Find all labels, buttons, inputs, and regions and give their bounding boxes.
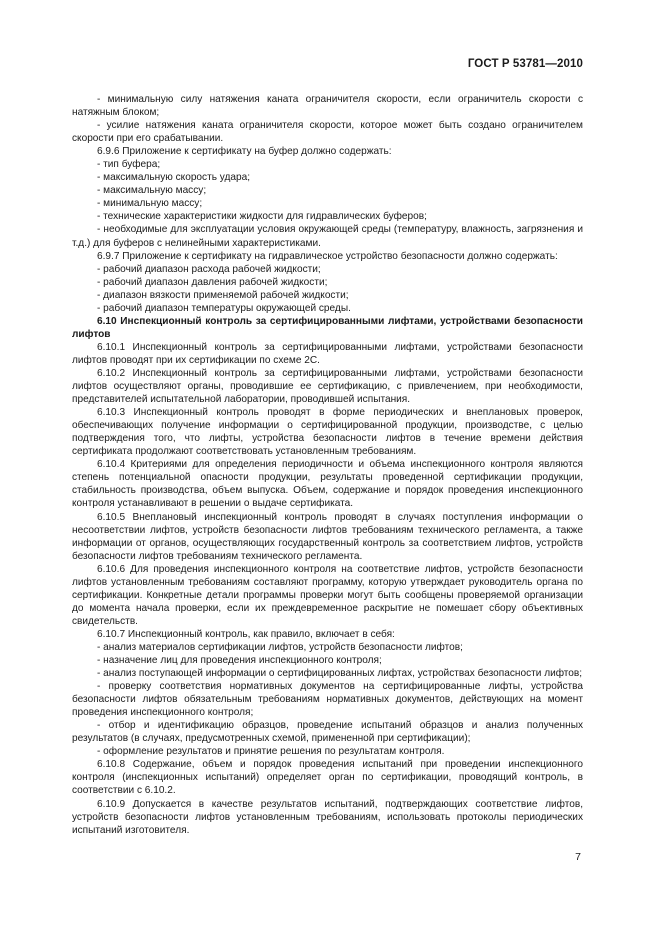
page-number: 7 <box>575 851 581 863</box>
paragraph: - минимальную силу натяжения каната ограничителя скорости, если ограничитель скорости с натяжным блоком; <box>72 94 583 119</box>
paragraph: 6.10.1 Инспекционный контроль за сертифицированными лифтами, устройствами безопасности лифтов проводят при их сертификации по схеме 2С. <box>72 341 583 366</box>
section-heading: 6.10 Инспекционный контроль за сертифицированными лифтами, устройствами безопасности лифтов <box>72 315 583 340</box>
paragraph: 6.10.4 Критериями для определения периодичности и объема инспекционного контроля являются степень потенциальной опасности продукции, результаты проведенной сертификации продукции, стабильность производства, объем выпуска. Объем, содержание и порядок проведения инспекционного контроля устанавливают в решении о выдаче сертификата. <box>72 459 583 510</box>
paragraph: - анализ поступающей информации о сертифицированных лифтах, устройствах безопасности лифтов; <box>97 668 583 680</box>
paragraph: - технические характеристики жидкости для гидравлических буферов; <box>97 211 427 223</box>
paragraph: - проверку соответствия нормативных документов на сертифицированные лифты, устройства безопасности лифтов обязательным требованиям нормативных документов, действующих на момент проведения инспекционного контроля; <box>72 681 583 719</box>
paragraph: - рабочий диапазон расхода рабочей жидкости; <box>97 263 321 275</box>
paragraph: 6.9.7 Приложение к сертификату на гидравлическое устройство безопасности должно содержать: <box>97 250 558 262</box>
paragraph: 6.9.6 Приложение к сертификату на буфер должно содержать: <box>97 146 392 158</box>
paragraph: - минимальную массу; <box>97 198 203 210</box>
paragraph: - оформление результатов и принятие решения по результатам контроля. <box>97 746 445 758</box>
paragraph: - рабочий диапазон температуры окружающей среды. <box>97 302 351 314</box>
paragraph: - усилие натяжения каната ограничителя скорости, которое может быть создано ограничителем скорости при его срабатывании. <box>72 120 583 145</box>
paragraph: - максимальную массу; <box>97 185 207 197</box>
paragraph: - назначение лиц для проведения инспекционного контроля; <box>97 655 382 667</box>
paragraph: 6.10.9 Допускается в качестве результатов испытаний, подтверждающих соответствие лифтов, устройств безопасности лифтов установленным требованиям, использовать протоколы периодических испытаний изготовителя. <box>72 798 583 836</box>
paragraph: 6.10.5 Внеплановый инспекционный контроль проводят в случаях поступления информации о несоответствии лифтов, устройств безопасности лифтов требованиям технического регламента, а также информации от органов, осуществляющих государственный контроль за соответствием лифтов, устройств безопасности лифтов требованиям технического регламента. <box>72 511 583 562</box>
paragraph: 6.10.3 Инспекционный контроль проводят в форме периодических и внеплановых проверок, обеспечивающих получение информации о сертифицированной продукции, производстве, с целью подтверждения того, что лифты, устройства безопасности лифтов в течение времени действия сертификата продолжают соответствовать установленным требованиям. <box>72 407 583 458</box>
paragraph: - необходимые для эксплуатации условия окружающей среды (температуру, влажность, загрязнения и т.д.) для буферов с нелинейными характеристиками. <box>72 224 583 249</box>
document-header: ГОСТ Р 53781—2010 <box>467 58 583 70</box>
paragraph: - максимальную скорость удара; <box>97 172 251 184</box>
paragraph: - диапазон вязкости применяемой рабочей жидкости; <box>97 289 349 301</box>
paragraph: 6.10.8 Содержание, объем и порядок проведения испытаний при проведении инспекционного контроля (инспекционных испытаний) определяет орган по сертификации, проводящий контроль, в соответствии с 6.10.2. <box>72 759 583 797</box>
paragraph: - тип буфера; <box>97 159 161 171</box>
paragraph: 6.10.6 Для проведения инспекционного контроля на соответствие лифтов, устройств безопасности лифтов установленным требованиям составляют программу, которую утверждает руководитель органа по сертификации. Конкретные детали программы проверки могут быть сообщены проверяемой организации до момента начала проверки, если их преждевременное раскрытие не помешает сбору объективных свидетельств. <box>72 563 583 627</box>
paragraph: - анализ материалов сертификации лифтов, устройств безопасности лифтов; <box>97 641 463 653</box>
body-text <box>72 93 583 837</box>
paragraph: 6.10.2 Инспекционный контроль за сертифицированными лифтами, устройствами безопасности лифтов осуществляют органы, проводившие ее сертификацию, с привлечением, при необходимости, представителей испытательной лаборатории, проводившей испытания. <box>72 367 583 406</box>
paragraph: 6.10.7 Инспекционный контроль, как правило, включает в себя: <box>97 628 395 640</box>
paragraph: - рабочий диапазон давления рабочей жидкости; <box>97 276 328 288</box>
paragraph: - отбор и идентификацию образцов, проведение испытаний образцов и анализ полученных результатов (в случаях, предусмотренных схемой, примененной при сертификации); <box>72 720 583 745</box>
